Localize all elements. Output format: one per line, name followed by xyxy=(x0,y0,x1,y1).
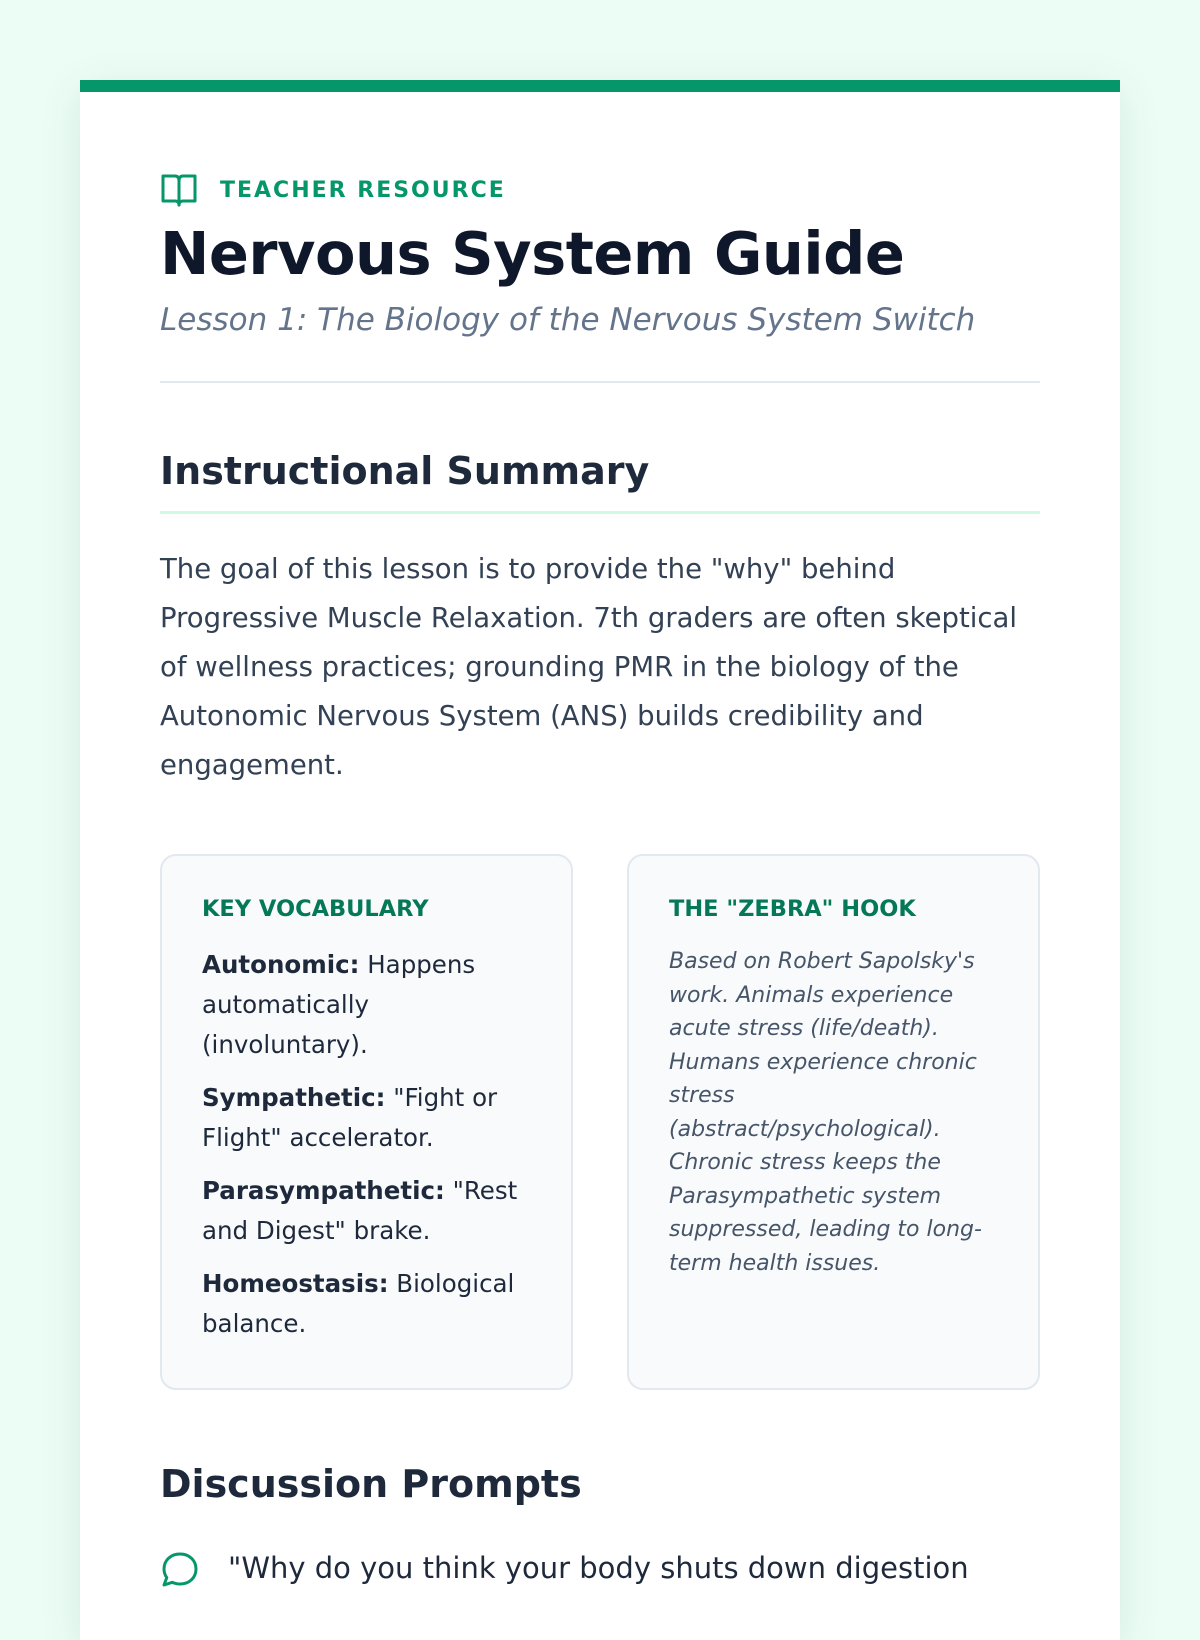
vocab-item xyxy=(202,1264,531,1344)
vocabulary-title: KEY VOCABULARY xyxy=(202,896,429,923)
info-cards xyxy=(160,854,1040,1390)
vocab-term: Parasympathetic: xyxy=(202,1176,445,1206)
vocab-item xyxy=(202,1078,531,1158)
hook-title: THE "ZEBRA" HOOK xyxy=(669,896,916,923)
hook-text: Based on Robert Sapolsky's work. Animals experience acute stress (life/death). Humans experience chronic stress (abstract/psychological). Chronic stress keeps the Parasympathetic system suppressed, leading to long-term health issues. xyxy=(669,949,982,1276)
summary-text: The goal of this lesson is to provide the "why" behind Progressive Muscle Relaxation. 7th graders are often skeptical of wellness practices; grounding PMR in the biology of the Autonomic Nervous System (ANS) builds credibility and engagement. xyxy=(160,553,1018,782)
document-page xyxy=(80,80,1120,1640)
prompt-item xyxy=(160,1548,1040,1590)
page-title: Nervous System Guide xyxy=(160,219,905,288)
zebra-hook-card xyxy=(627,854,1040,1390)
open-book-icon xyxy=(160,172,200,208)
speech-bubble-icon xyxy=(160,1550,200,1590)
vocab-term: Homeostasis: xyxy=(202,1269,389,1299)
summary-heading: Instructional Summary xyxy=(160,451,1040,514)
vocab-term: Sympathetic: xyxy=(202,1083,386,1113)
prompt-list xyxy=(160,1548,1040,1590)
vocab-definition: "Rest and Digest" brake. xyxy=(202,1176,518,1246)
header-divider xyxy=(160,381,1040,383)
eyebrow-label: TEACHER RESOURCE xyxy=(220,177,506,203)
vocab-definition: "Fight or Flight" accelerator. xyxy=(202,1083,498,1153)
page-subtitle: Lesson 1: The Biology of the Nervous System Switch xyxy=(160,301,976,338)
vocab-definition: Happens automatically (involuntary). xyxy=(202,950,476,1060)
vocab-term: Autonomic: xyxy=(202,950,360,980)
discussion-heading: Discussion Prompts xyxy=(160,1462,582,1507)
prompt-text: "Why do you think your body shuts down digestion xyxy=(228,1551,969,1586)
vocab-item xyxy=(202,1171,531,1251)
vocab-item xyxy=(202,945,531,1065)
vocab-definition: Biological balance. xyxy=(202,1269,515,1339)
vocabulary-card xyxy=(160,854,573,1390)
eyebrow xyxy=(160,172,1040,208)
